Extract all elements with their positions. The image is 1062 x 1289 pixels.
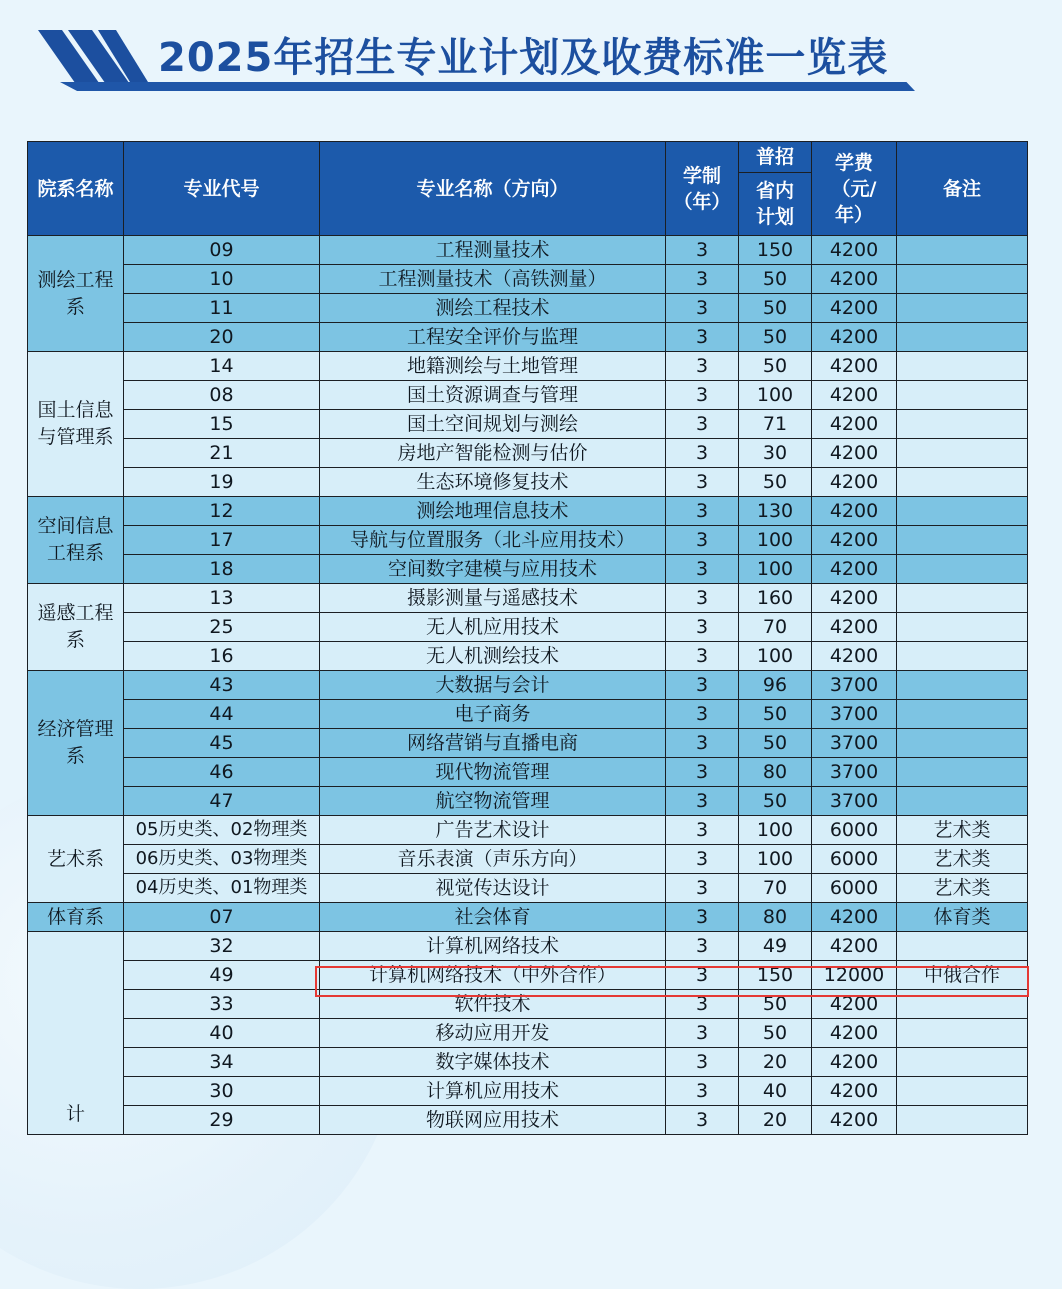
cell-code: 18 (124, 555, 320, 584)
cell-name: 工程安全评价与监理 (320, 323, 666, 352)
cell-name: 国土空间规划与测绘 (320, 410, 666, 439)
cell-name: 生态环境修复技术 (320, 468, 666, 497)
cell-code: 15 (124, 410, 320, 439)
cell-fee: 6000 (812, 874, 897, 903)
cell-name: 计算机应用技术 (320, 1077, 666, 1106)
cell-code: 34 (124, 1048, 320, 1077)
cell-note (897, 265, 1028, 294)
cell-code: 43 (124, 671, 320, 700)
cell-code: 19 (124, 468, 320, 497)
table-row (28, 932, 1028, 961)
cell-fee: 4200 (812, 1019, 897, 1048)
cell-note (897, 555, 1028, 584)
cell-name: 摄影测量与遥感技术 (320, 584, 666, 613)
cell-code: 04历史类、01物理类 (124, 874, 320, 903)
cell-name: 无人机应用技术 (320, 613, 666, 642)
page-header (0, 0, 1062, 110)
cell-years: 3 (666, 903, 739, 932)
cell-plan: 150 (739, 236, 812, 265)
cell-years: 3 (666, 961, 739, 990)
cell-name: 数字媒体技术 (320, 1048, 666, 1077)
cell-fee: 4200 (812, 990, 897, 1019)
cell-plan: 20 (739, 1106, 812, 1135)
cell-plan: 100 (739, 381, 812, 410)
cell-note: 艺术类 (897, 874, 1028, 903)
cell-years: 3 (666, 671, 739, 700)
table-row (28, 555, 1028, 584)
cell-years: 3 (666, 845, 739, 874)
table-row (28, 265, 1028, 294)
cell-years: 3 (666, 468, 739, 497)
cell-name: 无人机测绘技术 (320, 642, 666, 671)
cell-name: 音乐表演（声乐方向） (320, 845, 666, 874)
header-note: 备注 (897, 142, 1028, 236)
table-row (28, 526, 1028, 555)
cell-years: 3 (666, 874, 739, 903)
department-cell: 国土信息与管理系 (28, 352, 124, 497)
page-title: 2025年招生专业计划及收费标准一览表 (158, 35, 889, 81)
department-cell: 计 (28, 932, 124, 1135)
cell-name: 空间数字建模与应用技术 (320, 555, 666, 584)
cell-plan: 50 (739, 352, 812, 381)
cell-name: 现代物流管理 (320, 758, 666, 787)
table-row (28, 990, 1028, 1019)
cell-plan: 50 (739, 729, 812, 758)
cell-name: 视觉传达设计 (320, 874, 666, 903)
table-row (28, 236, 1028, 265)
cell-code: 17 (124, 526, 320, 555)
cell-name: 物联网应用技术 (320, 1106, 666, 1135)
table-row (28, 1019, 1028, 1048)
cell-years: 3 (666, 381, 739, 410)
cell-years: 3 (666, 526, 739, 555)
cell-years: 3 (666, 642, 739, 671)
cell-plan: 80 (739, 758, 812, 787)
cell-code: 11 (124, 294, 320, 323)
cell-code: 20 (124, 323, 320, 352)
cell-years: 3 (666, 439, 739, 468)
cell-years: 3 (666, 613, 739, 642)
cell-code: 33 (124, 990, 320, 1019)
department-cell: 测绘工程系 (28, 236, 124, 352)
cell-note (897, 787, 1028, 816)
cell-code: 29 (124, 1106, 320, 1135)
cell-plan: 50 (739, 265, 812, 294)
cell-years: 3 (666, 265, 739, 294)
table-row (28, 613, 1028, 642)
table-row (28, 1106, 1028, 1135)
table-row (28, 903, 1028, 932)
cell-fee: 4200 (812, 381, 897, 410)
table-row (28, 787, 1028, 816)
cell-fee: 3700 (812, 671, 897, 700)
cell-fee: 6000 (812, 816, 897, 845)
cell-plan: 70 (739, 613, 812, 642)
cell-fee: 4200 (812, 294, 897, 323)
cell-note (897, 584, 1028, 613)
cell-note (897, 1019, 1028, 1048)
cell-fee: 4200 (812, 613, 897, 642)
cell-name: 测绘工程技术 (320, 294, 666, 323)
cell-years: 3 (666, 584, 739, 613)
cell-code: 12 (124, 497, 320, 526)
cell-note (897, 700, 1028, 729)
cell-name: 地籍测绘与土地管理 (320, 352, 666, 381)
cell-fee: 12000 (812, 961, 897, 990)
cell-code: 16 (124, 642, 320, 671)
cell-note (897, 671, 1028, 700)
cell-code: 08 (124, 381, 320, 410)
header-plan-top: 普招 (739, 142, 812, 173)
cell-code: 06历史类、03物理类 (124, 845, 320, 874)
cell-years: 3 (666, 323, 739, 352)
cell-plan: 20 (739, 1048, 812, 1077)
enrollment-table (27, 141, 1028, 1135)
cell-name: 计算机网络技术 (320, 932, 666, 961)
table-row (28, 323, 1028, 352)
cell-years: 3 (666, 352, 739, 381)
cell-code: 47 (124, 787, 320, 816)
cell-plan: 50 (739, 1019, 812, 1048)
header-fee: 学费（元/年） (812, 142, 897, 236)
department-cell: 遥感工程系 (28, 584, 124, 671)
table-row (28, 410, 1028, 439)
cell-fee: 4200 (812, 1106, 897, 1135)
cell-note (897, 932, 1028, 961)
cell-note (897, 758, 1028, 787)
cell-note: 中俄合作 (897, 961, 1028, 990)
cell-note (897, 1106, 1028, 1135)
cell-code: 40 (124, 1019, 320, 1048)
cell-note (897, 352, 1028, 381)
cell-years: 3 (666, 497, 739, 526)
cell-name: 软件技术 (320, 990, 666, 1019)
cell-fee: 3700 (812, 758, 897, 787)
cell-plan: 50 (739, 700, 812, 729)
cell-code: 30 (124, 1077, 320, 1106)
cell-note (897, 323, 1028, 352)
table-row (28, 1077, 1028, 1106)
cell-code: 45 (124, 729, 320, 758)
cell-note: 艺术类 (897, 816, 1028, 845)
cell-name: 网络营销与直播电商 (320, 729, 666, 758)
table-row (28, 294, 1028, 323)
header-code: 专业代号 (124, 142, 320, 236)
cell-plan: 100 (739, 642, 812, 671)
cell-code: 32 (124, 932, 320, 961)
cell-plan: 50 (739, 323, 812, 352)
cell-name: 导航与位置服务（北斗应用技术） (320, 526, 666, 555)
cell-note (897, 1077, 1028, 1106)
header-plan-sub: 省内计划 (739, 173, 812, 236)
cell-note (897, 381, 1028, 410)
cell-note (897, 990, 1028, 1019)
cell-note (897, 1048, 1028, 1077)
cell-plan: 160 (739, 584, 812, 613)
table-row (28, 468, 1028, 497)
cell-years: 3 (666, 1019, 739, 1048)
cell-name: 国土资源调查与管理 (320, 381, 666, 410)
cell-name: 航空物流管理 (320, 787, 666, 816)
cell-code: 21 (124, 439, 320, 468)
cell-years: 3 (666, 700, 739, 729)
cell-plan: 100 (739, 845, 812, 874)
table-body (28, 236, 1028, 1135)
table-row (28, 700, 1028, 729)
cell-code: 14 (124, 352, 320, 381)
cell-plan: 50 (739, 294, 812, 323)
cell-plan: 71 (739, 410, 812, 439)
cell-plan: 80 (739, 903, 812, 932)
cell-fee: 4200 (812, 468, 897, 497)
cell-fee: 4200 (812, 323, 897, 352)
table-row (28, 816, 1028, 845)
cell-note (897, 642, 1028, 671)
cell-fee: 6000 (812, 845, 897, 874)
table-row (28, 758, 1028, 787)
cell-name: 测绘地理信息技术 (320, 497, 666, 526)
cell-fee: 4200 (812, 1048, 897, 1077)
cell-fee: 4200 (812, 555, 897, 584)
table-header-row (28, 142, 1028, 173)
department-cell: 空间信息工程系 (28, 497, 124, 584)
cell-plan: 40 (739, 1077, 812, 1106)
cell-note: 艺术类 (897, 845, 1028, 874)
cell-code: 46 (124, 758, 320, 787)
table-row (28, 584, 1028, 613)
cell-name: 工程测量技术 (320, 236, 666, 265)
cell-note (897, 236, 1028, 265)
cell-fee: 4200 (812, 1077, 897, 1106)
cell-name: 房地产智能检测与估价 (320, 439, 666, 468)
cell-years: 3 (666, 236, 739, 265)
cell-fee: 4200 (812, 497, 897, 526)
cell-name: 移动应用开发 (320, 1019, 666, 1048)
cell-years: 3 (666, 729, 739, 758)
cell-plan: 50 (739, 468, 812, 497)
cell-plan: 100 (739, 555, 812, 584)
table-row (28, 497, 1028, 526)
cell-name: 社会体育 (320, 903, 666, 932)
cell-note (897, 497, 1028, 526)
cell-fee: 3700 (812, 729, 897, 758)
cell-fee: 4200 (812, 584, 897, 613)
cell-years: 3 (666, 816, 739, 845)
cell-years: 3 (666, 555, 739, 584)
cell-code: 10 (124, 265, 320, 294)
cell-fee: 3700 (812, 787, 897, 816)
table-row (28, 381, 1028, 410)
cell-plan: 49 (739, 932, 812, 961)
table-row (28, 439, 1028, 468)
cell-name: 工程测量技术（高铁测量） (320, 265, 666, 294)
table-row (28, 874, 1028, 903)
cell-fee: 4200 (812, 932, 897, 961)
cell-name: 电子商务 (320, 700, 666, 729)
header-name: 专业名称（方向） (320, 142, 666, 236)
cell-note (897, 613, 1028, 642)
table-row (28, 729, 1028, 758)
department-cell: 体育系 (28, 903, 124, 932)
cell-fee: 3700 (812, 700, 897, 729)
cell-fee: 4200 (812, 410, 897, 439)
cell-name: 计算机网络技术（中外合作） (320, 961, 666, 990)
cell-fee: 4200 (812, 903, 897, 932)
cell-note (897, 729, 1028, 758)
cell-code: 05历史类、02物理类 (124, 816, 320, 845)
cell-note (897, 526, 1028, 555)
cell-years: 3 (666, 1106, 739, 1135)
table-row (28, 642, 1028, 671)
cell-note (897, 294, 1028, 323)
cell-years: 3 (666, 932, 739, 961)
cell-fee: 4200 (812, 642, 897, 671)
cell-code: 13 (124, 584, 320, 613)
header-years: 学制（年） (666, 142, 739, 236)
table-row (28, 352, 1028, 381)
cell-fee: 4200 (812, 265, 897, 294)
cell-plan: 30 (739, 439, 812, 468)
cell-plan: 100 (739, 526, 812, 555)
cell-plan: 130 (739, 497, 812, 526)
cell-name: 大数据与会计 (320, 671, 666, 700)
department-cell: 经济管理系 (28, 671, 124, 816)
cell-plan: 100 (739, 816, 812, 845)
cell-code: 07 (124, 903, 320, 932)
table-row (28, 671, 1028, 700)
cell-years: 3 (666, 410, 739, 439)
header-dept: 院系名称 (28, 142, 124, 236)
cell-years: 3 (666, 1048, 739, 1077)
cell-note (897, 410, 1028, 439)
cell-code: 49 (124, 961, 320, 990)
cell-plan: 150 (739, 961, 812, 990)
cell-fee: 4200 (812, 352, 897, 381)
department-cell: 艺术系 (28, 816, 124, 903)
cell-years: 3 (666, 294, 739, 323)
cell-years: 3 (666, 990, 739, 1019)
cell-plan: 70 (739, 874, 812, 903)
cell-note (897, 439, 1028, 468)
cell-years: 3 (666, 758, 739, 787)
cell-fee: 4200 (812, 526, 897, 555)
table-row (28, 845, 1028, 874)
cell-code: 09 (124, 236, 320, 265)
cell-plan: 50 (739, 787, 812, 816)
cell-years: 3 (666, 787, 739, 816)
cell-fee: 4200 (812, 236, 897, 265)
cell-note (897, 468, 1028, 497)
cell-fee: 4200 (812, 439, 897, 468)
cell-note: 体育类 (897, 903, 1028, 932)
cell-name: 广告艺术设计 (320, 816, 666, 845)
cell-years: 3 (666, 1077, 739, 1106)
cell-plan: 50 (739, 990, 812, 1019)
cell-plan: 96 (739, 671, 812, 700)
cell-code: 44 (124, 700, 320, 729)
table-row (28, 1048, 1028, 1077)
table-row (28, 961, 1028, 990)
cell-code: 25 (124, 613, 320, 642)
